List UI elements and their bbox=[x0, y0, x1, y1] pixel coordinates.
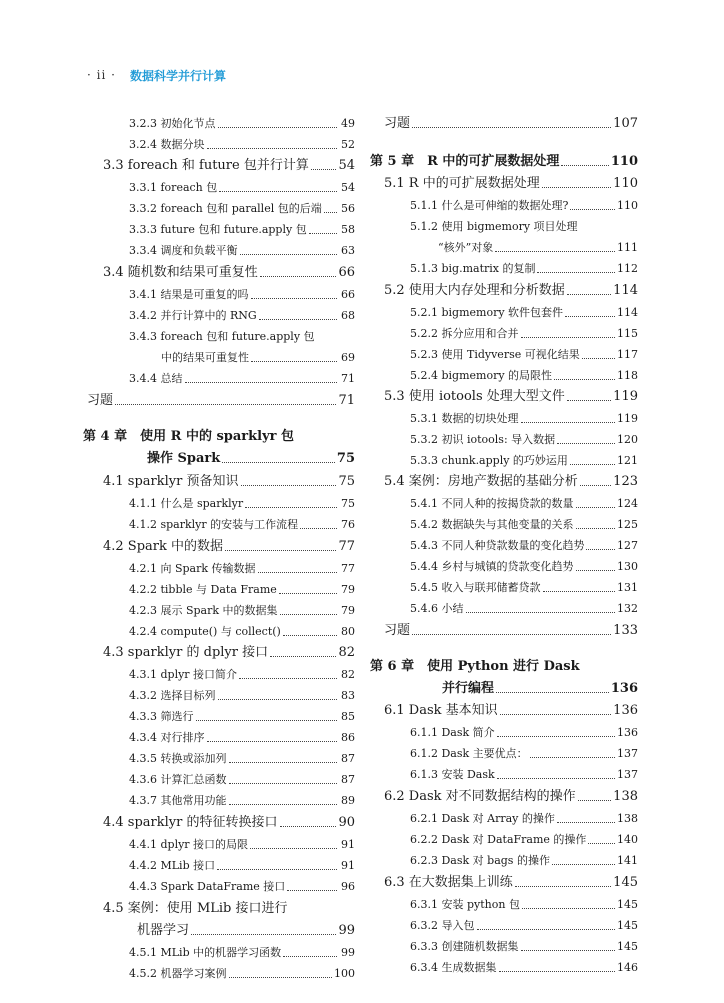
toc-entry-title: 4.2.4 compute() 与 collect() bbox=[129, 625, 281, 638]
toc-page-number: 76 bbox=[341, 518, 355, 531]
toc-page-number: 54 bbox=[341, 181, 355, 194]
toc-entry-title: 4.1 sparklyr 预备知识 bbox=[103, 474, 239, 489]
dot-leader bbox=[570, 446, 615, 465]
dot-leader bbox=[279, 575, 337, 594]
dot-leader bbox=[499, 953, 616, 972]
toc-entry-title: 5.2.4 bigmemory 的局限性 bbox=[410, 369, 553, 382]
toc-entry[interactable] bbox=[370, 171, 638, 193]
toc-entry[interactable] bbox=[370, 870, 638, 892]
toc-exercise-entry[interactable] bbox=[370, 618, 638, 640]
dot-leader bbox=[586, 531, 615, 550]
dot-leader bbox=[218, 109, 338, 128]
toc-page-number: 89 bbox=[341, 794, 355, 807]
toc-entry-title: 3.3.3 future 包和 future.apply 包 bbox=[129, 223, 307, 236]
dot-leader bbox=[207, 130, 338, 149]
dot-leader bbox=[229, 744, 338, 763]
toc-page-number: 110 bbox=[610, 154, 638, 169]
toc-page-number: 91 bbox=[341, 838, 355, 851]
running-header bbox=[87, 66, 226, 84]
toc-entry[interactable] bbox=[103, 874, 355, 896]
toc-entry-title: 5.4.4 乡村与城镇的贷款变化趋势 bbox=[410, 560, 574, 573]
toc-entry-title: 5.1.1 什么是可伸缩的数据处理? bbox=[410, 199, 569, 212]
toc-entry[interactable] bbox=[103, 366, 355, 388]
dot-leader bbox=[466, 594, 616, 613]
toc-entry-title: 4.1.1 什么是 sparklyr bbox=[129, 497, 244, 510]
dot-leader bbox=[280, 808, 337, 827]
dot-leader bbox=[185, 364, 338, 383]
toc-entry-title: 4.5.2 机器学习案例 bbox=[129, 967, 227, 980]
toc-entry-title: 习题 bbox=[87, 393, 114, 408]
toc-entry-title: 4.5 案例：使用 MLib 接口进行 bbox=[103, 901, 288, 916]
toc-entry[interactable] bbox=[370, 469, 638, 491]
toc-entry-title: 3.3.1 foreach 包 bbox=[129, 181, 218, 194]
toc-page-number: 132 bbox=[617, 602, 638, 615]
toc-chapter-entry[interactable] bbox=[370, 149, 638, 171]
toc-entry-title: 4.3.5 转换或添加列 bbox=[129, 752, 227, 765]
toc-entry[interactable] bbox=[370, 384, 638, 406]
toc-entry-title: 3.3 foreach 和 future 包并行计算 bbox=[103, 158, 309, 173]
dot-leader bbox=[218, 681, 338, 700]
toc-page-number: 66 bbox=[341, 288, 355, 301]
toc-page-number: 123 bbox=[613, 474, 638, 489]
toc-entry-title: 3.3.4 调度和负载平衡 bbox=[129, 244, 238, 257]
dot-leader bbox=[229, 765, 338, 784]
toc-chapter-entry[interactable] bbox=[370, 676, 638, 698]
toc-entry[interactable] bbox=[103, 260, 355, 282]
toc-page-number: 124 bbox=[617, 497, 638, 510]
dot-leader bbox=[554, 361, 615, 380]
toc-page-number: 86 bbox=[341, 731, 355, 744]
dot-leader bbox=[412, 616, 611, 635]
toc-entry-title: 5.1.3 big.matrix 的复制 bbox=[410, 262, 536, 275]
toc-entry-title: 4.3.3 筛选行 bbox=[129, 710, 194, 723]
toc-page-number: 52 bbox=[341, 138, 355, 151]
toc-entry-title: 5.3 使用 iotools 处理大型文件 bbox=[384, 389, 565, 404]
dot-leader bbox=[324, 194, 337, 213]
toc-entry-title: 5.3.2 初识 iotools: 导入数据 bbox=[410, 433, 556, 446]
toc-entry-title: 6.1.3 安装 Dask bbox=[410, 768, 495, 781]
dot-leader bbox=[225, 532, 336, 551]
toc-entry-title: 5.1 R 中的可扩展数据处理 bbox=[384, 176, 540, 191]
toc-page-number: 137 bbox=[617, 747, 638, 760]
toc-entry-title: 6.1.2 Dask 主要优点： bbox=[410, 747, 528, 760]
toc-entry[interactable] bbox=[103, 534, 355, 556]
toc-page-number: 63 bbox=[341, 244, 355, 257]
toc-page-number: 145 bbox=[617, 940, 638, 953]
toc-entry[interactable] bbox=[370, 784, 638, 806]
dot-leader bbox=[260, 258, 337, 277]
toc-entry-title: 3.4.2 并行计算中的 RNG bbox=[129, 309, 257, 322]
dot-leader bbox=[542, 169, 611, 188]
dot-leader bbox=[311, 151, 337, 170]
toc-page-number: 79 bbox=[341, 604, 355, 617]
toc-entry-title: 5.2 使用大内存处理和分析数据 bbox=[384, 283, 565, 298]
toc-entry-title: 5.4 案例：房地产数据的基础分析 bbox=[384, 474, 578, 489]
toc-page-number: 125 bbox=[617, 518, 638, 531]
dot-leader bbox=[191, 916, 336, 935]
toc-page-number: 114 bbox=[617, 306, 638, 319]
dot-leader bbox=[522, 890, 615, 909]
dot-leader bbox=[196, 702, 338, 721]
toc-page-number: 77 bbox=[338, 539, 355, 554]
dot-leader bbox=[239, 660, 337, 679]
dot-leader bbox=[258, 554, 337, 573]
toc-page-number: 120 bbox=[617, 433, 638, 446]
toc-page-number: 131 bbox=[617, 581, 638, 594]
toc-page-number: 79 bbox=[341, 583, 355, 596]
dot-leader bbox=[543, 573, 616, 592]
toc-page-number: 75 bbox=[341, 497, 355, 510]
toc-entry-title: 4.4.1 dplyr 接口的局限 bbox=[129, 838, 249, 851]
toc-entry[interactable] bbox=[370, 278, 638, 300]
toc-page-number: 96 bbox=[341, 880, 355, 893]
dot-leader bbox=[530, 739, 615, 758]
dot-leader bbox=[576, 552, 616, 571]
toc-chapter-entry[interactable] bbox=[370, 654, 638, 676]
toc-entry-title: 6.2.2 Dask 对 DataFrame 的操作 bbox=[410, 833, 587, 846]
toc-entry[interactable] bbox=[103, 810, 355, 832]
toc-entry-title: 4.3.7 其他常用功能 bbox=[129, 794, 227, 807]
toc-page-number: 110 bbox=[617, 199, 638, 212]
dot-leader bbox=[561, 147, 608, 166]
toc-entry[interactable] bbox=[103, 303, 355, 325]
toc-page-number: 56 bbox=[341, 202, 355, 215]
dot-leader bbox=[317, 323, 337, 341]
toc-entry-title: 中的结果可重复性 bbox=[161, 351, 249, 364]
toc-chapter-entry[interactable] bbox=[103, 446, 355, 468]
toc-entry-title: 4.3.2 选择目标列 bbox=[129, 689, 216, 702]
toc-page-number: 82 bbox=[338, 645, 355, 660]
toc-entry-title: 4.3 sparklyr 的 dplyr 接口 bbox=[103, 645, 269, 660]
dot-leader bbox=[241, 467, 337, 486]
toc-entry-title: 6.3 在大数据集上训练 bbox=[384, 875, 513, 890]
toc-entry[interactable] bbox=[370, 955, 638, 977]
toc-entry-title: 第 5 章 R 中的可扩展数据处理 bbox=[370, 154, 560, 169]
toc-entry-title: 4.2.3 展示 Spark 中的数据集 bbox=[129, 604, 278, 617]
toc-page-number: 90 bbox=[338, 815, 355, 830]
toc-page-number: 133 bbox=[613, 623, 638, 638]
toc-entry-title: 3.2.3 初始化节点 bbox=[129, 117, 216, 130]
dot-leader bbox=[412, 109, 611, 128]
dot-leader bbox=[515, 868, 611, 887]
toc-chapter-entry[interactable] bbox=[83, 424, 355, 446]
toc-entry-title: 5.4.5 收入与联邦储蓄贷款 bbox=[410, 581, 541, 594]
dot-leader bbox=[580, 467, 611, 486]
toc-entry-title: 习题 bbox=[384, 116, 411, 131]
dot-leader bbox=[270, 638, 336, 657]
toc-entry-title: 6.1 Dask 基本知识 bbox=[384, 703, 498, 718]
dot-leader bbox=[259, 301, 337, 320]
dot-leader bbox=[576, 510, 616, 529]
toc-entry[interactable] bbox=[103, 238, 355, 260]
toc-page-number: 99 bbox=[341, 946, 355, 959]
dot-leader bbox=[207, 723, 338, 742]
toc-entry-title: 3.4 随机数和结果可重复性 bbox=[103, 265, 258, 280]
toc-entry-title: 4.4.2 MLib 接口 bbox=[129, 859, 216, 872]
dot-leader bbox=[557, 804, 615, 823]
toc-page-number: 145 bbox=[613, 875, 638, 890]
toc-page-number: 83 bbox=[341, 689, 355, 702]
toc-page-number: 69 bbox=[341, 351, 355, 364]
toc-page-number: 87 bbox=[341, 773, 355, 786]
toc-entry[interactable] bbox=[370, 256, 638, 278]
dot-leader bbox=[477, 911, 616, 930]
toc-page-number: 130 bbox=[617, 560, 638, 573]
toc-page-number: 141 bbox=[617, 854, 638, 867]
toc-exercise-entry[interactable] bbox=[87, 388, 355, 410]
dot-leader bbox=[250, 830, 337, 849]
toc-page-number: 58 bbox=[341, 223, 355, 236]
dot-leader bbox=[115, 386, 336, 405]
toc-page-number: 87 bbox=[341, 752, 355, 765]
toc-entry-title: 操作 Spark bbox=[147, 451, 221, 466]
dot-leader bbox=[521, 932, 616, 951]
dot-leader bbox=[251, 343, 337, 362]
toc-page-number: 121 bbox=[617, 454, 638, 467]
toc-entry-title: 6.2 Dask 对不同数据结构的操作 bbox=[384, 789, 576, 804]
toc-entry-title: 并行编程 bbox=[442, 681, 495, 696]
dot-leader bbox=[283, 617, 337, 636]
toc-entry[interactable] bbox=[103, 788, 355, 810]
toc-page-number: 75 bbox=[336, 451, 355, 466]
toc-entry[interactable] bbox=[370, 762, 638, 784]
toc-page-number: 100 bbox=[334, 967, 355, 980]
toc-entry-title: 5.1.2 使用 bigmemory 项目处理 bbox=[410, 220, 578, 233]
book-title: 数据科学并行计算 bbox=[129, 68, 226, 83]
dot-leader bbox=[245, 489, 337, 508]
toc-entry-title: 6.1.1 Dask 简介 bbox=[410, 726, 495, 739]
toc-page-number: 82 bbox=[341, 668, 355, 681]
toc-entry-title: 3.4.1 结果是可重复的吗 bbox=[129, 288, 249, 301]
dot-leader bbox=[588, 825, 615, 844]
dot-leader bbox=[521, 319, 616, 338]
toc-entry-title: 6.3.3 创建随机数据集 bbox=[410, 940, 519, 953]
dot-leader bbox=[565, 298, 615, 317]
toc-entry-title: 5.4.1 不同人种的按揭贷款的数量 bbox=[410, 497, 574, 510]
dot-leader bbox=[582, 653, 620, 671]
toc-page-number: 91 bbox=[341, 859, 355, 872]
toc-page-number: 110 bbox=[613, 176, 638, 191]
dot-leader bbox=[496, 674, 609, 693]
dot-leader bbox=[576, 489, 616, 508]
toc-entry-title: 4.2.2 tibble 与 Data Frame bbox=[129, 583, 277, 596]
toc-page-number: 119 bbox=[613, 389, 638, 404]
toc-entry-title: 4.4 sparklyr 的特征转换接口 bbox=[103, 815, 278, 830]
toc-page-number: 85 bbox=[341, 710, 355, 723]
toc-page-number: 71 bbox=[341, 372, 355, 385]
dot-leader bbox=[229, 786, 338, 805]
dot-leader bbox=[280, 596, 337, 615]
toc-entry-title: 机器学习 bbox=[137, 923, 190, 938]
dot-leader bbox=[251, 280, 338, 299]
toc-entry-title: 6.3.4 生成数据集 bbox=[410, 961, 497, 974]
toc-page-number: 80 bbox=[341, 625, 355, 638]
toc-entry[interactable] bbox=[103, 640, 355, 662]
toc-entry-title: 5.4.6 小结 bbox=[410, 602, 464, 615]
dot-leader bbox=[552, 846, 615, 865]
toc-entry-title: 3.3.2 foreach 包和 parallel 包的后端 bbox=[129, 202, 322, 215]
toc-entry-title: 4.5.1 MLib 中的机器学习函数 bbox=[129, 946, 282, 959]
toc-page-number: 138 bbox=[613, 789, 638, 804]
dot-leader bbox=[283, 938, 337, 957]
toc-entry-title: 6.2.3 Dask 对 bags 的操作 bbox=[410, 854, 550, 867]
toc-page-number: 140 bbox=[617, 833, 638, 846]
toc-entry[interactable] bbox=[103, 153, 355, 175]
toc-entry-title: 6.2.1 Dask 对 Array 的操作 bbox=[410, 812, 555, 825]
toc-entry-title: 4.1.2 sparklyr 的安装与工作流程 bbox=[129, 518, 299, 531]
toc-entry[interactable] bbox=[370, 596, 638, 618]
toc-entry[interactable] bbox=[370, 698, 638, 720]
toc-entry-title: 5.2.3 使用 Tidyverse 可视化结果 bbox=[410, 348, 580, 361]
dot-leader bbox=[219, 173, 337, 192]
toc-entry-title: 4.2 Spark 中的数据 bbox=[103, 539, 224, 554]
toc-entry-title: “核外”对象 bbox=[438, 241, 494, 254]
toc-entry-title: 5.3.3 chunk.apply 的巧妙运用 bbox=[410, 454, 568, 467]
toc-page-number: 111 bbox=[617, 241, 638, 254]
toc-page-number: 137 bbox=[617, 768, 638, 781]
dot-leader bbox=[287, 872, 337, 891]
toc-page-number: 138 bbox=[617, 812, 638, 825]
toc-page-number: 68 bbox=[341, 309, 355, 322]
toc-page-number: 136 bbox=[610, 681, 638, 696]
toc-exercise-entry[interactable] bbox=[370, 111, 638, 133]
dot-leader bbox=[290, 895, 338, 913]
dot-leader bbox=[240, 236, 338, 255]
toc-page-number: 99 bbox=[338, 923, 355, 938]
toc-page-number: 119 bbox=[617, 412, 638, 425]
toc-entry[interactable] bbox=[370, 848, 638, 870]
toc-entry-title: 第 6 章 使用 Python 进行 Dask bbox=[370, 659, 580, 674]
dot-leader bbox=[296, 423, 337, 441]
toc-entry-title: 习题 bbox=[384, 623, 411, 638]
toc-page-number: 114 bbox=[613, 283, 638, 298]
toc-page-number: 146 bbox=[617, 961, 638, 974]
toc-entry[interactable] bbox=[103, 961, 355, 983]
dot-leader bbox=[222, 444, 335, 463]
dot-leader bbox=[557, 425, 615, 444]
dot-leader bbox=[309, 215, 337, 234]
toc-entry[interactable] bbox=[103, 896, 355, 918]
toc-page-number: 136 bbox=[617, 726, 638, 739]
toc-page-number: 112 bbox=[617, 262, 638, 275]
toc-entry-title: 3.2.4 数据分块 bbox=[129, 138, 205, 151]
dot-leader bbox=[567, 276, 611, 295]
dot-leader bbox=[521, 404, 616, 423]
toc-page-number: 49 bbox=[341, 117, 355, 130]
toc-page-number: 66 bbox=[338, 265, 355, 280]
dot-leader bbox=[578, 782, 612, 801]
toc-entry-title: 3.4.4 总结 bbox=[129, 372, 183, 385]
toc-entry-title: 6.3.1 安装 python 包 bbox=[410, 898, 520, 911]
toc-page-number: 136 bbox=[613, 703, 638, 718]
dot-leader bbox=[567, 382, 611, 401]
toc-page-number: 145 bbox=[617, 898, 638, 911]
toc-entry[interactable] bbox=[103, 512, 355, 534]
toc-entry[interactable] bbox=[103, 175, 355, 197]
toc-entry[interactable] bbox=[370, 193, 638, 215]
page-number: · ii · bbox=[87, 68, 116, 82]
dot-leader bbox=[495, 233, 615, 252]
dot-leader bbox=[580, 213, 620, 231]
toc-page-number: 127 bbox=[617, 539, 638, 552]
toc-entry-title: 5.4.2 数据缺失与其他变量的关系 bbox=[410, 518, 574, 531]
dot-leader bbox=[497, 760, 615, 779]
toc-entry-title: 4.3.6 计算汇总函数 bbox=[129, 773, 227, 786]
toc-entry-title: 3.4.3 foreach 包和 future.apply 包 bbox=[129, 330, 315, 343]
toc-page-number: 77 bbox=[341, 562, 355, 575]
toc-entry-title: 5.2.2 拆分应用和合并 bbox=[410, 327, 519, 340]
dot-leader bbox=[570, 191, 615, 210]
toc-entry-title: 第 4 章 使用 R 中的 sparklyr 包 bbox=[83, 429, 295, 444]
dot-leader bbox=[582, 340, 615, 359]
toc-entry-title: 6.3.2 导入包 bbox=[410, 919, 475, 932]
toc-page-number: 71 bbox=[338, 393, 355, 408]
toc-entry-title: 5.4.3 不同人种贷款数量的变化趋势 bbox=[410, 539, 585, 552]
dot-leader bbox=[497, 718, 615, 737]
dot-leader bbox=[500, 696, 612, 715]
toc-entry-title: 4.3.4 对行排序 bbox=[129, 731, 205, 744]
dot-leader bbox=[537, 254, 615, 273]
dot-leader bbox=[300, 510, 337, 529]
toc-entry-title: 4.4.3 Spark DataFrame 接口 bbox=[129, 880, 286, 893]
dot-leader bbox=[217, 851, 337, 870]
toc-page-number: 118 bbox=[617, 369, 638, 382]
toc-page-number: 75 bbox=[338, 474, 355, 489]
toc-page-number: 107 bbox=[613, 116, 638, 131]
toc-entry-title: 5.3.1 数据的切块处理 bbox=[410, 412, 519, 425]
toc-entry-title: 4.3.1 dplyr 接口简介 bbox=[129, 668, 238, 681]
toc-entry[interactable] bbox=[103, 469, 355, 491]
toc-entry-title: 4.2.1 向 Spark 传输数据 bbox=[129, 562, 256, 575]
toc-entry-title: 5.2.1 bigmemory 软件包套件 bbox=[410, 306, 564, 319]
toc-page-number: 54 bbox=[338, 158, 355, 173]
toc-entry[interactable] bbox=[103, 918, 355, 940]
toc-page-number: 145 bbox=[617, 919, 638, 932]
toc-page-number: 117 bbox=[617, 348, 638, 361]
dot-leader bbox=[229, 959, 333, 978]
toc-page-number: 115 bbox=[617, 327, 638, 340]
